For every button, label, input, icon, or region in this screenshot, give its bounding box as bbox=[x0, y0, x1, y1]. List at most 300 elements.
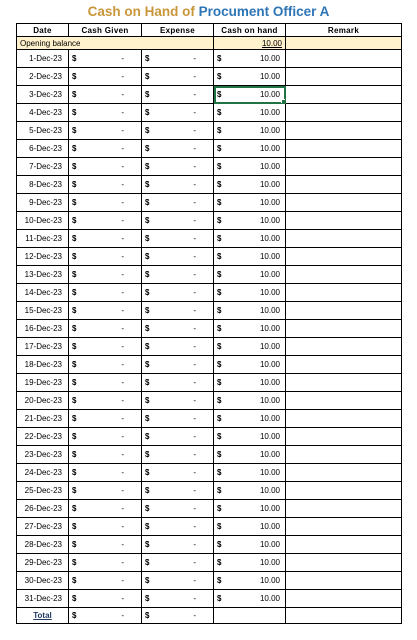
cash-on-hand-cell-value: 10.00 bbox=[259, 252, 280, 261]
table-row bbox=[17, 248, 402, 266]
expense-cell[interactable] bbox=[142, 392, 214, 410]
total-expense-cell[interactable] bbox=[142, 608, 214, 624]
currency-symbol: $ bbox=[145, 180, 150, 189]
expense-cell[interactable] bbox=[142, 194, 214, 212]
table-row bbox=[17, 230, 402, 248]
currency-symbol: $ bbox=[72, 126, 77, 135]
cash-on-hand-cell[interactable] bbox=[214, 410, 286, 428]
expense-cell-value: - bbox=[193, 432, 196, 441]
currency-symbol: $ bbox=[217, 198, 222, 207]
total-expense-cell-value: - bbox=[193, 611, 196, 620]
cash-on-hand-cell[interactable] bbox=[214, 68, 286, 86]
cash-given-cell[interactable] bbox=[69, 482, 142, 500]
cash-given-cell-value: - bbox=[121, 486, 124, 495]
currency-symbol: $ bbox=[72, 288, 77, 297]
cash-on-hand-cell-value: 10.00 bbox=[259, 540, 280, 549]
cash-given-cell-value: - bbox=[121, 558, 124, 567]
expense-cell[interactable] bbox=[142, 356, 214, 374]
opening-balance-cell[interactable] bbox=[214, 37, 286, 50]
opening-balance-value: 10.00 bbox=[261, 38, 282, 48]
currency-symbol: $ bbox=[145, 324, 150, 333]
cash-on-hand-cell[interactable] bbox=[214, 356, 286, 374]
remark-cell[interactable] bbox=[286, 248, 402, 266]
cash-given-cell[interactable] bbox=[69, 464, 142, 482]
cash-given-cell[interactable] bbox=[69, 518, 142, 536]
expense-cell-value: - bbox=[193, 576, 196, 585]
expense-cell[interactable] bbox=[142, 464, 214, 482]
cash-on-hand-cell-value: 10.00 bbox=[259, 126, 280, 135]
date-cell[interactable]: 4-Dec-23 bbox=[17, 104, 69, 122]
expense-cell-value: - bbox=[193, 54, 196, 63]
expense-cell-value: - bbox=[193, 198, 196, 207]
remark-cell[interactable] bbox=[286, 284, 402, 302]
cash-given-cell-value: - bbox=[121, 468, 124, 477]
currency-symbol: $ bbox=[217, 378, 222, 387]
remark-cell[interactable] bbox=[286, 392, 402, 410]
date-cell[interactable]: 26-Dec-23 bbox=[17, 500, 69, 518]
cash-given-cell-value: - bbox=[121, 72, 124, 81]
expense-cell-value: - bbox=[193, 288, 196, 297]
currency-symbol: $ bbox=[72, 360, 77, 369]
currency-symbol: $ bbox=[217, 216, 222, 225]
remark-cell[interactable] bbox=[286, 320, 402, 338]
remark-cell[interactable] bbox=[286, 500, 402, 518]
cash-given-cell[interactable] bbox=[69, 410, 142, 428]
cash-on-hand-cell[interactable] bbox=[214, 122, 286, 140]
cash-on-hand-cell-value: 10.00 bbox=[259, 234, 280, 243]
cash-given-cell[interactable] bbox=[69, 122, 142, 140]
cash-given-cell[interactable] bbox=[69, 500, 142, 518]
currency-symbol: $ bbox=[145, 288, 150, 297]
currency-symbol: $ bbox=[145, 90, 150, 99]
expense-cell[interactable] bbox=[142, 410, 214, 428]
cash-given-cell[interactable] bbox=[69, 392, 142, 410]
cash-on-hand-cell-value: 10.00 bbox=[259, 162, 280, 171]
total-row bbox=[17, 608, 402, 624]
cash-given-cell[interactable] bbox=[69, 554, 142, 572]
table-row bbox=[17, 140, 402, 158]
cash-given-cell-value: - bbox=[121, 450, 124, 459]
currency-symbol: $ bbox=[72, 522, 77, 531]
expense-cell[interactable] bbox=[142, 374, 214, 392]
total-label-cell[interactable] bbox=[17, 608, 69, 624]
cash-on-hand-cell-value: 10.00 bbox=[259, 594, 280, 603]
remark-cell[interactable] bbox=[286, 302, 402, 320]
remark-cell[interactable] bbox=[286, 338, 402, 356]
remark-cell[interactable] bbox=[286, 590, 402, 608]
cash-given-cell-value: - bbox=[121, 216, 124, 225]
title-part-1: Cash on Hand of bbox=[87, 4, 195, 19]
cash-on-hand-cell[interactable] bbox=[214, 590, 286, 608]
expense-cell[interactable] bbox=[142, 536, 214, 554]
expense-cell[interactable] bbox=[142, 590, 214, 608]
table-row bbox=[17, 338, 402, 356]
cash-given-cell[interactable] bbox=[69, 86, 142, 104]
expense-cell-value: - bbox=[193, 180, 196, 189]
currency-symbol: $ bbox=[217, 522, 222, 531]
cash-given-cell-value: - bbox=[121, 504, 124, 513]
cash-on-hand-cell[interactable] bbox=[214, 338, 286, 356]
currency-symbol: $ bbox=[72, 468, 77, 477]
cash-given-cell[interactable] bbox=[69, 230, 142, 248]
table-row bbox=[17, 482, 402, 500]
header-remark[interactable]: Remark bbox=[286, 24, 402, 37]
currency-symbol: $ bbox=[217, 558, 222, 567]
currency-symbol: $ bbox=[145, 162, 150, 171]
table-row bbox=[17, 554, 402, 572]
sheet-title bbox=[0, 4, 417, 19]
table-row bbox=[17, 68, 402, 86]
remark-cell[interactable] bbox=[286, 374, 402, 392]
currency-symbol: $ bbox=[217, 504, 222, 513]
date-cell[interactable]: 30-Dec-23 bbox=[17, 572, 69, 590]
cash-on-hand-cell[interactable] bbox=[214, 302, 286, 320]
date-cell[interactable]: 13-Dec-23 bbox=[17, 266, 69, 284]
expense-cell[interactable] bbox=[142, 572, 214, 590]
currency-symbol: $ bbox=[217, 270, 222, 279]
cash-given-cell-value: - bbox=[121, 252, 124, 261]
expense-cell[interactable] bbox=[142, 86, 214, 104]
cash-on-hand-cell[interactable] bbox=[214, 158, 286, 176]
expense-cell[interactable] bbox=[142, 284, 214, 302]
table-row bbox=[17, 212, 402, 230]
cash-on-hand-cell-value: 10.00 bbox=[259, 144, 280, 153]
currency-symbol: $ bbox=[217, 288, 222, 297]
currency-symbol: $ bbox=[145, 360, 150, 369]
cash-given-cell[interactable] bbox=[69, 104, 142, 122]
cash-on-hand-cell-value: 10.00 bbox=[259, 558, 280, 567]
expense-cell[interactable] bbox=[142, 176, 214, 194]
expense-cell[interactable] bbox=[142, 230, 214, 248]
table-row bbox=[17, 572, 402, 590]
expense-cell-value: - bbox=[193, 216, 196, 225]
currency-symbol: $ bbox=[217, 486, 222, 495]
remark-cell[interactable] bbox=[286, 140, 402, 158]
date-cell[interactable]: 23-Dec-23 bbox=[17, 446, 69, 464]
cash-on-hand-cell[interactable] bbox=[214, 50, 286, 68]
remark-cell[interactable] bbox=[286, 482, 402, 500]
cash-on-hand-cell-value: 10.00 bbox=[259, 450, 280, 459]
cash-on-hand-cell[interactable] bbox=[214, 518, 286, 536]
date-cell[interactable]: 16-Dec-23 bbox=[17, 320, 69, 338]
remark-cell[interactable] bbox=[286, 356, 402, 374]
cash-on-hand-cell[interactable] bbox=[214, 392, 286, 410]
cash-on-hand-cell-value: 10.00 bbox=[259, 504, 280, 513]
remark-cell[interactable] bbox=[286, 554, 402, 572]
date-cell[interactable]: 8-Dec-23 bbox=[17, 176, 69, 194]
date-cell[interactable]: 11-Dec-23 bbox=[17, 230, 69, 248]
currency-symbol: $ bbox=[217, 126, 222, 135]
currency-symbol: $ bbox=[217, 162, 222, 171]
cash-given-cell-value: - bbox=[121, 378, 124, 387]
currency-symbol: $ bbox=[217, 72, 222, 81]
remark-cell[interactable] bbox=[286, 518, 402, 536]
remark-cell[interactable] bbox=[286, 464, 402, 482]
cash-on-hand-cell-value: 10.00 bbox=[259, 54, 280, 63]
cash-on-hand-cell-value: 10.00 bbox=[259, 306, 280, 315]
date-cell[interactable]: 12-Dec-23 bbox=[17, 248, 69, 266]
currency-symbol: $ bbox=[217, 108, 222, 117]
currency-symbol: $ bbox=[72, 198, 77, 207]
currency-symbol: $ bbox=[72, 594, 77, 603]
currency-symbol: $ bbox=[145, 611, 150, 620]
cash-on-hand-cell[interactable] bbox=[214, 536, 286, 554]
currency-symbol: $ bbox=[145, 234, 150, 243]
expense-cell[interactable] bbox=[142, 446, 214, 464]
currency-symbol: $ bbox=[72, 72, 77, 81]
header-cash-on-hand[interactable]: Cash on hand bbox=[214, 24, 286, 37]
date-cell[interactable]: 9-Dec-23 bbox=[17, 194, 69, 212]
currency-symbol: $ bbox=[72, 504, 77, 513]
cash-given-cell[interactable] bbox=[69, 338, 142, 356]
total-remark-cell[interactable] bbox=[286, 608, 402, 624]
expense-cell[interactable] bbox=[142, 158, 214, 176]
currency-symbol: $ bbox=[72, 324, 77, 333]
cash-on-hand-cell[interactable] bbox=[214, 464, 286, 482]
remark-cell[interactable] bbox=[286, 68, 402, 86]
remark-cell[interactable] bbox=[286, 266, 402, 284]
date-cell[interactable]: 18-Dec-23 bbox=[17, 356, 69, 374]
expense-cell[interactable] bbox=[142, 140, 214, 158]
date-cell[interactable]: 22-Dec-23 bbox=[17, 428, 69, 446]
currency-symbol: $ bbox=[145, 72, 150, 81]
expense-cell[interactable] bbox=[142, 68, 214, 86]
cash-on-hand-cell[interactable] bbox=[214, 446, 286, 464]
date-cell[interactable]: 14-Dec-23 bbox=[17, 284, 69, 302]
cash-on-hand-cell[interactable] bbox=[214, 266, 286, 284]
currency-symbol: $ bbox=[217, 306, 222, 315]
currency-symbol: $ bbox=[217, 594, 222, 603]
remark-cell[interactable] bbox=[286, 230, 402, 248]
remark-cell[interactable] bbox=[286, 572, 402, 590]
expense-cell-value: - bbox=[193, 414, 196, 423]
currency-symbol: $ bbox=[217, 414, 222, 423]
cash-given-cell[interactable] bbox=[69, 374, 142, 392]
cash-on-hand-cell[interactable] bbox=[214, 212, 286, 230]
cash-given-cell[interactable] bbox=[69, 428, 142, 446]
expense-cell-value: - bbox=[193, 396, 196, 405]
remark-cell[interactable] bbox=[286, 212, 402, 230]
expense-cell[interactable] bbox=[142, 554, 214, 572]
total-label: Total bbox=[33, 611, 52, 620]
cash-on-hand-cell[interactable] bbox=[214, 194, 286, 212]
header-date[interactable]: Date bbox=[17, 24, 69, 37]
date-cell[interactable]: 15-Dec-23 bbox=[17, 302, 69, 320]
expense-cell[interactable] bbox=[142, 50, 214, 68]
cash-given-cell-value: - bbox=[121, 576, 124, 585]
expense-cell[interactable] bbox=[142, 500, 214, 518]
date-cell[interactable]: 5-Dec-23 bbox=[17, 122, 69, 140]
cash-on-hand-cell-value: 10.00 bbox=[259, 216, 280, 225]
cash-given-cell[interactable] bbox=[69, 590, 142, 608]
date-cell[interactable]: 10-Dec-23 bbox=[17, 212, 69, 230]
cash-given-cell[interactable] bbox=[69, 176, 142, 194]
cash-on-hand-cell[interactable] bbox=[214, 284, 286, 302]
cash-on-hand-cell[interactable] bbox=[214, 86, 286, 104]
header-cash-given[interactable]: Cash Given bbox=[69, 24, 142, 37]
expense-cell[interactable] bbox=[142, 320, 214, 338]
remark-cell[interactable] bbox=[286, 410, 402, 428]
cash-on-hand-cell-value: 10.00 bbox=[259, 90, 280, 99]
expense-cell[interactable] bbox=[142, 104, 214, 122]
cash-given-cell[interactable] bbox=[69, 140, 142, 158]
remark-cell[interactable] bbox=[286, 86, 402, 104]
cash-given-cell-value: - bbox=[121, 126, 124, 135]
table-row bbox=[17, 284, 402, 302]
currency-symbol: $ bbox=[72, 450, 77, 459]
cash-on-hand-cell[interactable] bbox=[214, 176, 286, 194]
cash-on-hand-cell-value: 10.00 bbox=[259, 468, 280, 477]
cash-on-hand-cell-value: 10.00 bbox=[259, 414, 280, 423]
cash-on-hand-cell-value: 10.00 bbox=[259, 432, 280, 441]
cash-given-cell[interactable] bbox=[69, 356, 142, 374]
table-row bbox=[17, 410, 402, 428]
cash-given-cell[interactable] bbox=[69, 68, 142, 86]
cash-given-cell[interactable] bbox=[69, 158, 142, 176]
cash-on-hand-cell[interactable] bbox=[214, 230, 286, 248]
cash-on-hand-cell-value: 10.00 bbox=[259, 288, 280, 297]
table-row bbox=[17, 428, 402, 446]
cash-given-cell-value: - bbox=[121, 198, 124, 207]
currency-symbol: $ bbox=[72, 234, 77, 243]
cash-given-cell[interactable] bbox=[69, 320, 142, 338]
currency-symbol: $ bbox=[72, 486, 77, 495]
currency-symbol: $ bbox=[145, 252, 150, 261]
title-part-2: Procument Officer A bbox=[198, 4, 330, 19]
cash-on-hand-cell[interactable] bbox=[214, 248, 286, 266]
cash-given-cell[interactable] bbox=[69, 248, 142, 266]
date-cell[interactable]: 25-Dec-23 bbox=[17, 482, 69, 500]
remark-cell[interactable] bbox=[286, 194, 402, 212]
date-cell[interactable]: 21-Dec-23 bbox=[17, 410, 69, 428]
currency-symbol: $ bbox=[72, 378, 77, 387]
cash-on-hand-cell[interactable] bbox=[214, 554, 286, 572]
currency-symbol: $ bbox=[217, 180, 222, 189]
currency-symbol: $ bbox=[217, 252, 222, 261]
expense-cell[interactable] bbox=[142, 518, 214, 536]
table-row bbox=[17, 122, 402, 140]
cash-given-cell[interactable] bbox=[69, 572, 142, 590]
date-cell[interactable]: 17-Dec-23 bbox=[17, 338, 69, 356]
cash-on-hand-cell[interactable] bbox=[214, 572, 286, 590]
date-cell[interactable]: 29-Dec-23 bbox=[17, 554, 69, 572]
date-cell[interactable]: 7-Dec-23 bbox=[17, 158, 69, 176]
expense-cell[interactable] bbox=[142, 338, 214, 356]
expense-cell[interactable] bbox=[142, 482, 214, 500]
expense-cell-value: - bbox=[193, 540, 196, 549]
cash-given-cell-value: - bbox=[121, 54, 124, 63]
cash-on-hand-cell[interactable] bbox=[214, 140, 286, 158]
header-expense[interactable]: Expense bbox=[142, 24, 214, 37]
cash-on-hand-cell[interactable] bbox=[214, 374, 286, 392]
date-cell[interactable]: 27-Dec-23 bbox=[17, 518, 69, 536]
date-cell[interactable]: 2-Dec-23 bbox=[17, 68, 69, 86]
remark-cell[interactable] bbox=[286, 176, 402, 194]
cash-given-cell[interactable] bbox=[69, 446, 142, 464]
currency-symbol: $ bbox=[217, 450, 222, 459]
currency-symbol: $ bbox=[145, 144, 150, 153]
currency-symbol: $ bbox=[145, 198, 150, 207]
expense-cell[interactable] bbox=[142, 428, 214, 446]
date-cell[interactable]: 1-Dec-23 bbox=[17, 50, 69, 68]
expense-cell-value: - bbox=[193, 108, 196, 117]
opening-balance-remark[interactable] bbox=[286, 37, 402, 50]
cash-on-hand-cell-value: 10.00 bbox=[259, 198, 280, 207]
opening-balance-label-text: Opening balance bbox=[20, 38, 81, 48]
cash-on-hand-cell[interactable] bbox=[214, 104, 286, 122]
cash-on-hand-cell[interactable] bbox=[214, 320, 286, 338]
currency-symbol: $ bbox=[72, 576, 77, 585]
remark-cell[interactable] bbox=[286, 446, 402, 464]
cash-on-hand-cell[interactable] bbox=[214, 428, 286, 446]
remark-cell[interactable] bbox=[286, 122, 402, 140]
currency-symbol: $ bbox=[72, 342, 77, 351]
remark-cell[interactable] bbox=[286, 428, 402, 446]
expense-cell[interactable] bbox=[142, 122, 214, 140]
cash-on-hand-cell[interactable] bbox=[214, 500, 286, 518]
cash-given-cell[interactable] bbox=[69, 266, 142, 284]
expense-cell[interactable] bbox=[142, 266, 214, 284]
total-cash-given-cell[interactable] bbox=[69, 608, 142, 624]
date-cell[interactable]: 24-Dec-23 bbox=[17, 464, 69, 482]
currency-symbol: $ bbox=[217, 324, 222, 333]
expense-cell-value: - bbox=[193, 522, 196, 531]
currency-symbol: $ bbox=[217, 234, 222, 243]
cash-given-cell[interactable] bbox=[69, 536, 142, 554]
cash-on-hand-cell-value: 10.00 bbox=[259, 576, 280, 585]
cash-given-cell[interactable] bbox=[69, 50, 142, 68]
currency-symbol: $ bbox=[72, 306, 77, 315]
remark-cell[interactable] bbox=[286, 50, 402, 68]
expense-cell[interactable] bbox=[142, 212, 214, 230]
cash-given-cell[interactable] bbox=[69, 284, 142, 302]
date-cell[interactable]: 28-Dec-23 bbox=[17, 536, 69, 554]
total-cash-on-hand-cell[interactable] bbox=[214, 608, 286, 624]
remark-cell[interactable] bbox=[286, 536, 402, 554]
currency-symbol: $ bbox=[72, 216, 77, 225]
currency-symbol: $ bbox=[145, 54, 150, 63]
cash-on-hand-cell[interactable] bbox=[214, 482, 286, 500]
table-row bbox=[17, 356, 402, 374]
date-cell[interactable]: 6-Dec-23 bbox=[17, 140, 69, 158]
expense-cell[interactable] bbox=[142, 302, 214, 320]
currency-symbol: $ bbox=[145, 522, 150, 531]
table-row bbox=[17, 50, 402, 68]
expense-cell-value: - bbox=[193, 126, 196, 135]
table-row bbox=[17, 374, 402, 392]
cash-given-cell[interactable] bbox=[69, 194, 142, 212]
fill-handle[interactable] bbox=[281, 99, 286, 104]
currency-symbol: $ bbox=[145, 432, 150, 441]
currency-symbol: $ bbox=[217, 342, 222, 351]
remark-cell[interactable] bbox=[286, 104, 402, 122]
date-cell[interactable]: 20-Dec-23 bbox=[17, 392, 69, 410]
currency-symbol: $ bbox=[72, 90, 77, 99]
currency-symbol: $ bbox=[145, 486, 150, 495]
expense-cell[interactable] bbox=[142, 248, 214, 266]
table-row bbox=[17, 392, 402, 410]
cash-on-hand-cell-value: 10.00 bbox=[259, 180, 280, 189]
date-cell[interactable]: 19-Dec-23 bbox=[17, 374, 69, 392]
cash-given-cell[interactable] bbox=[69, 302, 142, 320]
currency-symbol: $ bbox=[145, 540, 150, 549]
date-cell[interactable]: 3-Dec-23 bbox=[17, 86, 69, 104]
remark-cell[interactable] bbox=[286, 158, 402, 176]
opening-balance-label[interactable] bbox=[17, 37, 214, 50]
cash-given-cell[interactable] bbox=[69, 212, 142, 230]
currency-symbol: $ bbox=[145, 306, 150, 315]
date-cell[interactable]: 31-Dec-23 bbox=[17, 590, 69, 608]
